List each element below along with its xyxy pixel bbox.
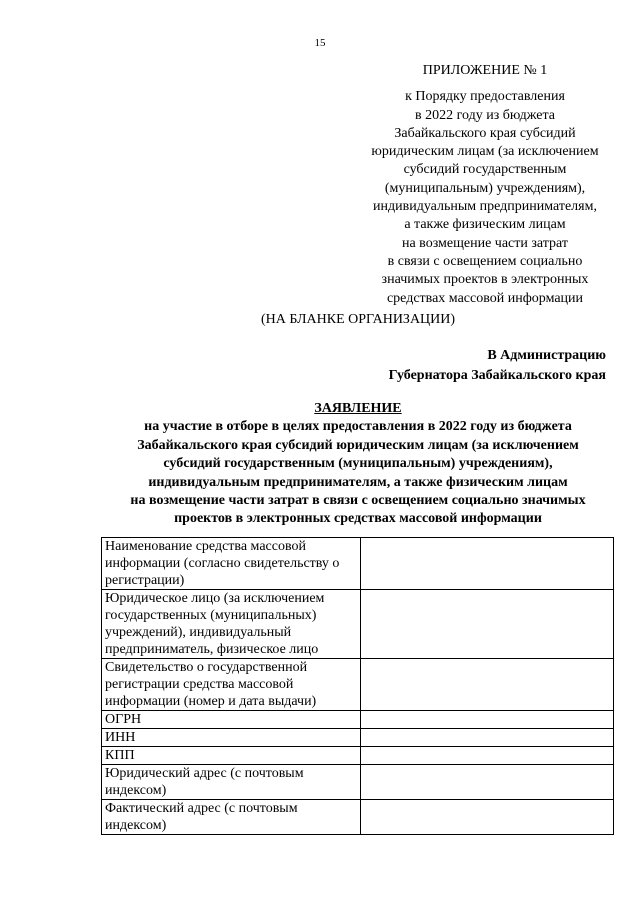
addressee-line: Губернатора Забайкальского края — [388, 368, 606, 383]
table-row — [102, 659, 614, 711]
statement-heading — [0, 400, 640, 529]
table-row — [102, 765, 614, 800]
page-number: 15 — [314, 37, 326, 49]
table-row — [102, 800, 614, 835]
table-row — [102, 711, 614, 729]
row-label: Наименование средства массовой информации (согласно свидетельству о регистрации) — [102, 538, 361, 590]
table-row — [102, 538, 614, 590]
appendix-block — [350, 62, 620, 308]
letterhead-note: (НА БЛАНКЕ ОРГАНИЗАЦИИ) — [260, 312, 456, 327]
statement-line: проектов в электронных средствах массовой информации — [174, 511, 542, 527]
appendix-line: на возмещение части затрат — [401, 235, 569, 251]
appendix-line: средствах массовой информации — [386, 290, 584, 306]
statement-line: на участие в отборе в целях предоставления в 2022 году из бюджета — [144, 419, 572, 435]
statement-line: индивидуальным предпринимателям, а также физическим лицам — [148, 474, 568, 490]
appendix-line: Забайкальского края субсидий — [394, 125, 576, 141]
row-label: Юридический адрес (с почтовым индексом) — [102, 765, 361, 800]
appendix-line: юридическим лицам (за исключением — [371, 144, 599, 160]
row-label: ИНН — [102, 729, 361, 747]
appendix-line: к Порядку предоставления — [405, 89, 565, 105]
row-label: ОГРН — [102, 711, 361, 729]
row-value-cell[interactable] — [361, 800, 614, 835]
table-row — [102, 590, 614, 659]
addressee-line: В Администрацию — [487, 348, 606, 363]
application-form-table — [101, 537, 614, 835]
row-label: Юридическое лицо (за исключением государственных (муниципальных) учреждений), индивидуальный предприниматель, физическое лицо — [102, 590, 361, 659]
row-label: Фактический адрес (с почтовым индексом) — [102, 800, 361, 835]
appendix-line: значимых проектов в электронных — [381, 272, 589, 288]
addressee — [389, 346, 606, 386]
row-label: Свидетельство о государственной регистрации средства массовой информации (номер и дата выдачи) — [102, 659, 361, 711]
statement-title: ЗАЯВЛЕНИЕ — [314, 401, 402, 416]
statement-line: на возмещение части затрат в связи с освещением социально значимых — [130, 493, 586, 509]
row-value-cell[interactable] — [361, 747, 614, 765]
appendix-line: в 2022 году из бюджета — [415, 107, 555, 123]
table-row — [102, 729, 614, 747]
appendix-line: индивидуальным предпринимателям, — [373, 199, 597, 215]
appendix-line: (муниципальным) учреждениям), — [384, 180, 586, 196]
statement-line: субсидий государственным (муниципальным) учреждениям), — [163, 456, 553, 472]
appendix-title: ПРИЛОЖЕНИЕ № 1 — [422, 63, 548, 78]
row-value-cell[interactable] — [361, 538, 614, 590]
row-value-cell[interactable] — [361, 765, 614, 800]
row-value-cell[interactable] — [361, 590, 614, 659]
statement-line: Забайкальского края субсидий юридическим лицам (за исключением — [137, 437, 579, 453]
appendix-line: а также физическим лицам — [404, 217, 566, 233]
appendix-line: в связи с освещением социально — [387, 253, 583, 269]
row-value-cell[interactable] — [361, 711, 614, 729]
row-label: КПП — [102, 747, 361, 765]
appendix-line: субсидий государственным — [403, 162, 567, 178]
row-value-cell[interactable] — [361, 729, 614, 747]
row-value-cell[interactable] — [361, 659, 614, 711]
table-row — [102, 747, 614, 765]
